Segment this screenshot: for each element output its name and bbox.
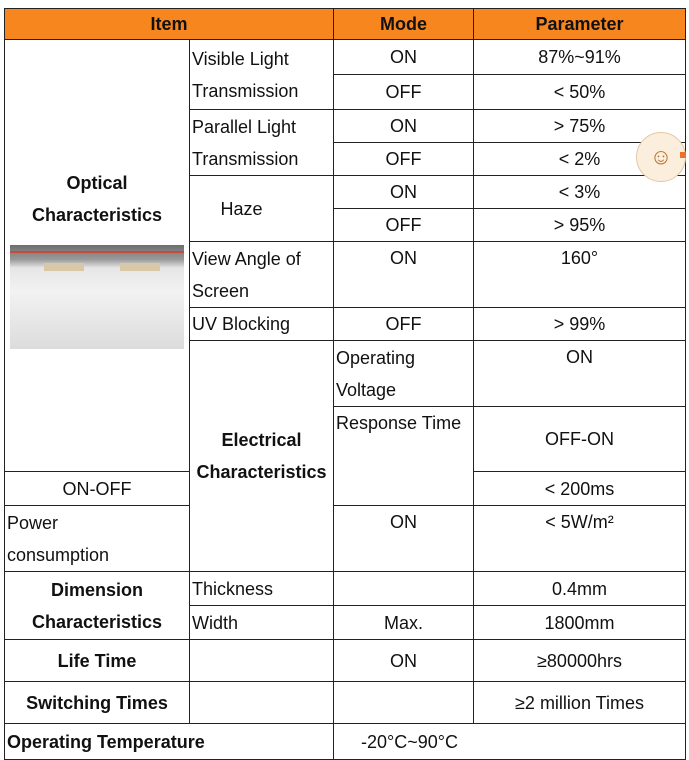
haze-name: Haze [190,176,334,242]
thickness-name: Thickness [190,572,334,606]
angle-name-cell [190,242,334,308]
table-row [5,682,686,724]
uv-mode: OFF [334,308,474,341]
life-value: ≥80000hrs [474,640,686,682]
angle-name-line1: View Angle of [192,248,301,269]
plt-off-mode: OFF [334,143,474,176]
switching-category: Switching Times [5,682,190,724]
table-row [5,40,686,75]
plt-on-value: > 75% [474,110,686,143]
header-row [5,9,686,40]
cartoon-sticker-icon: ☺ [636,132,686,182]
plt-name-line1: Parallel Light [192,116,297,137]
haze-on-mode: ON [334,176,474,209]
plt-name-line2: Transmission [192,148,299,169]
plt-name-cell [190,110,334,176]
life-empty [190,640,334,682]
electrode-tab-shape [120,263,160,271]
optical-category-cell [5,40,190,472]
response-mode-1: OFF-ON [474,407,686,472]
plt-on-mode: ON [334,110,474,143]
dimension-category-line1: Dimension [50,579,143,600]
response-mode-2: ON-OFF [5,472,190,506]
response-value-2: < 200ms [474,472,686,506]
power-value: < 5W/m² [474,506,686,572]
sticker-dot-icon [680,152,686,158]
uv-value: > 99% [474,308,686,341]
life-category: Life Time [5,640,190,682]
thickness-mode [334,572,474,606]
angle-mode: ON [334,242,474,308]
header-mode: Mode [334,9,474,40]
angle-value: 160° [474,242,686,308]
haze-on-value: < 3% [474,176,686,209]
spec-table [4,8,686,760]
width-name: Width [190,606,334,640]
switching-empty [190,682,334,724]
plt-off-value: < 2% [474,143,686,176]
vlt-off-mode: OFF [334,75,474,110]
power-mode: ON [334,506,474,572]
table-row [5,640,686,682]
power-name-cell [5,506,190,572]
header-item: Item [5,9,334,40]
life-mode: ON [334,640,474,682]
vlt-name-cell [190,40,334,110]
vlt-name-line2: Transmission [192,80,299,101]
vlt-name-line1: Visible Light [192,48,289,69]
response-name: Response Time [334,407,474,506]
header-parameter: Parameter [474,9,686,40]
vlt-on-mode: ON [334,40,474,75]
film-sample-photo [10,245,184,349]
angle-name-line2: Screen [192,280,250,301]
table-row [5,506,686,572]
dimension-category-line2: Characteristics [31,611,163,632]
vlt-on-value: 87%~91% [474,40,686,75]
electrode-tab-shape [44,263,84,271]
optical-category-line2: Characteristics [31,204,163,225]
voltage-mode: ON [474,341,686,407]
dimension-category-cell [5,572,190,640]
table-row [5,724,686,760]
table-row [5,572,686,606]
optical-category-line1: Optical [66,172,128,193]
thickness-value: 0.4mm [474,572,686,606]
width-mode: Max. [334,606,474,640]
wire-shape [10,251,184,253]
temperature-category: Operating Temperature [5,724,334,760]
uv-name: UV Blocking [190,308,334,341]
electrical-category-cell [190,341,334,572]
power-name-line1: Power [7,512,59,533]
temperature-value: -20°C~90°C [334,724,686,760]
haze-off-mode: OFF [334,209,474,242]
voltage-name-line1: Operating [336,347,416,368]
haze-off-value: > 95% [474,209,686,242]
power-name-line2: consumption [7,544,110,565]
switching-mode-empty [334,682,474,724]
vlt-off-value: < 50% [474,75,686,110]
electrical-category-line1: Electrical [221,430,302,450]
switching-value: ≥2 million Times [474,682,686,724]
electrical-category-line2: Characteristics [196,462,327,482]
voltage-name-line2: Voltage [336,379,397,400]
voltage-name-cell [334,341,474,407]
width-value: 1800mm [474,606,686,640]
